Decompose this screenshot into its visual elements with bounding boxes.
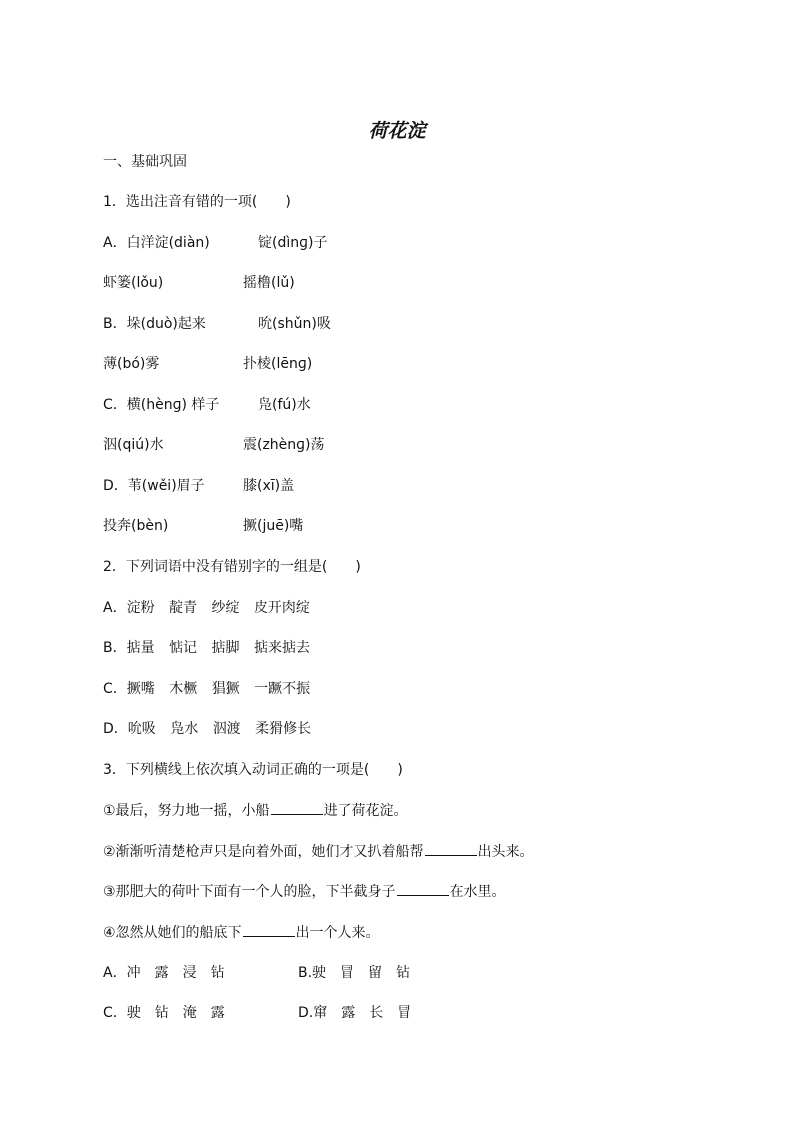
q3-sentence-before: ①最后，努力地一摇，小船 bbox=[103, 803, 270, 819]
q3-option-a: A．冲 露 浸 钻 bbox=[103, 965, 225, 981]
q3-sentence-after: 在水里。 bbox=[449, 884, 506, 900]
q3-sentence-after: 进了荷花淀。 bbox=[323, 803, 408, 819]
q2-word: 泅渡 bbox=[212, 721, 241, 737]
q1-row-right: 膝(xī)盖 bbox=[243, 478, 295, 494]
question-3-stem: 3．下列横线上依次填入动词正确的一项是( ) bbox=[103, 762, 403, 778]
q3-sentence-before: ④忽然从她们的船底下 bbox=[103, 925, 242, 941]
page-title: 荷花淀 bbox=[368, 120, 426, 142]
q1-row: D．苇(wěi)眉子 bbox=[103, 478, 205, 494]
q1-row: A．白洋淀(diàn) bbox=[103, 235, 210, 251]
q1-row: C．横(hènɡ) 样子 bbox=[103, 397, 220, 413]
q3-sentence-before: ③那肥大的荷叶下面有一个人的脸，下半截身子 bbox=[103, 884, 396, 900]
q2-word: 一蹶不振 bbox=[254, 681, 311, 697]
q1-row-right: 摇橹(lǔ) bbox=[243, 275, 295, 291]
q1-row: 投奔(bèn) bbox=[103, 518, 169, 534]
q2-word: 惦记 bbox=[169, 640, 198, 656]
q2-word: 纱绽 bbox=[211, 600, 240, 616]
q1-row: B．垛(duò)起来 bbox=[103, 316, 206, 332]
q1-row: 虾篓(lǒu) bbox=[103, 275, 164, 291]
q1-row-right: 扑棱(lēnɡ) bbox=[243, 356, 313, 372]
q2-word: 木橛 bbox=[169, 681, 198, 697]
question-1-stem: 1．选出注音有错的一项( ) bbox=[103, 194, 291, 210]
q2-word: B．掂量 bbox=[103, 640, 155, 656]
q1-row: 薄(bó)雾 bbox=[103, 356, 160, 372]
q2-option-a bbox=[103, 598, 310, 618]
q3-sentence bbox=[103, 922, 380, 943]
q3-option-b: B.驶 冒 留 钻 bbox=[298, 965, 411, 981]
q2-word: 靛青 bbox=[169, 600, 198, 616]
q2-word: C．撅嘴 bbox=[103, 681, 155, 697]
q3-sentence-after: 出头来。 bbox=[477, 844, 534, 860]
fill-blank[interactable] bbox=[271, 800, 323, 815]
q2-option-c bbox=[103, 679, 310, 699]
q2-option-b bbox=[103, 638, 310, 658]
q2-word: 掂脚 bbox=[211, 640, 240, 656]
q1-row-right: 震(zhènɡ)荡 bbox=[243, 437, 325, 453]
fill-blank[interactable] bbox=[397, 881, 449, 896]
q1-row-right: 吮(shǔn)吸 bbox=[258, 316, 331, 332]
q3-sentence bbox=[103, 881, 506, 902]
q1-row: 泅(qiú)水 bbox=[103, 437, 164, 453]
q2-word: 掂来掂去 bbox=[253, 640, 310, 656]
q3-sentence-before: ②渐渐听清楚枪声只是向着外面，她们才又扒着船帮 bbox=[103, 844, 424, 860]
q3-sentence bbox=[103, 800, 408, 821]
q2-word: 猖獗 bbox=[211, 681, 240, 697]
q2-word: A．淀粉 bbox=[103, 600, 155, 616]
q2-option-d bbox=[103, 719, 311, 739]
q2-word: D．吮吸 bbox=[103, 721, 156, 737]
section-heading: 一、基础巩固 bbox=[103, 154, 187, 170]
q3-sentence-after: 出一个人来。 bbox=[295, 925, 380, 941]
q3-sentence bbox=[103, 841, 534, 862]
q1-row-right: 锭(dìnɡ)子 bbox=[258, 235, 328, 251]
q2-word: 皮开肉绽 bbox=[253, 600, 310, 616]
q1-row-right: 凫(fú)水 bbox=[258, 397, 311, 413]
q3-option-c: C．驶 钻 淹 露 bbox=[103, 1005, 225, 1021]
q1-row-right: 撅(juē)嘴 bbox=[243, 518, 304, 534]
q3-option-d: D.窜 露 长 冒 bbox=[298, 1005, 412, 1021]
question-2-stem: 2．下列词语中没有错别字的一组是( ) bbox=[103, 559, 361, 575]
fill-blank[interactable] bbox=[425, 841, 477, 856]
q2-word: 凫水 bbox=[170, 721, 199, 737]
fill-blank[interactable] bbox=[243, 922, 295, 937]
q2-word: 柔猾修长 bbox=[255, 721, 312, 737]
